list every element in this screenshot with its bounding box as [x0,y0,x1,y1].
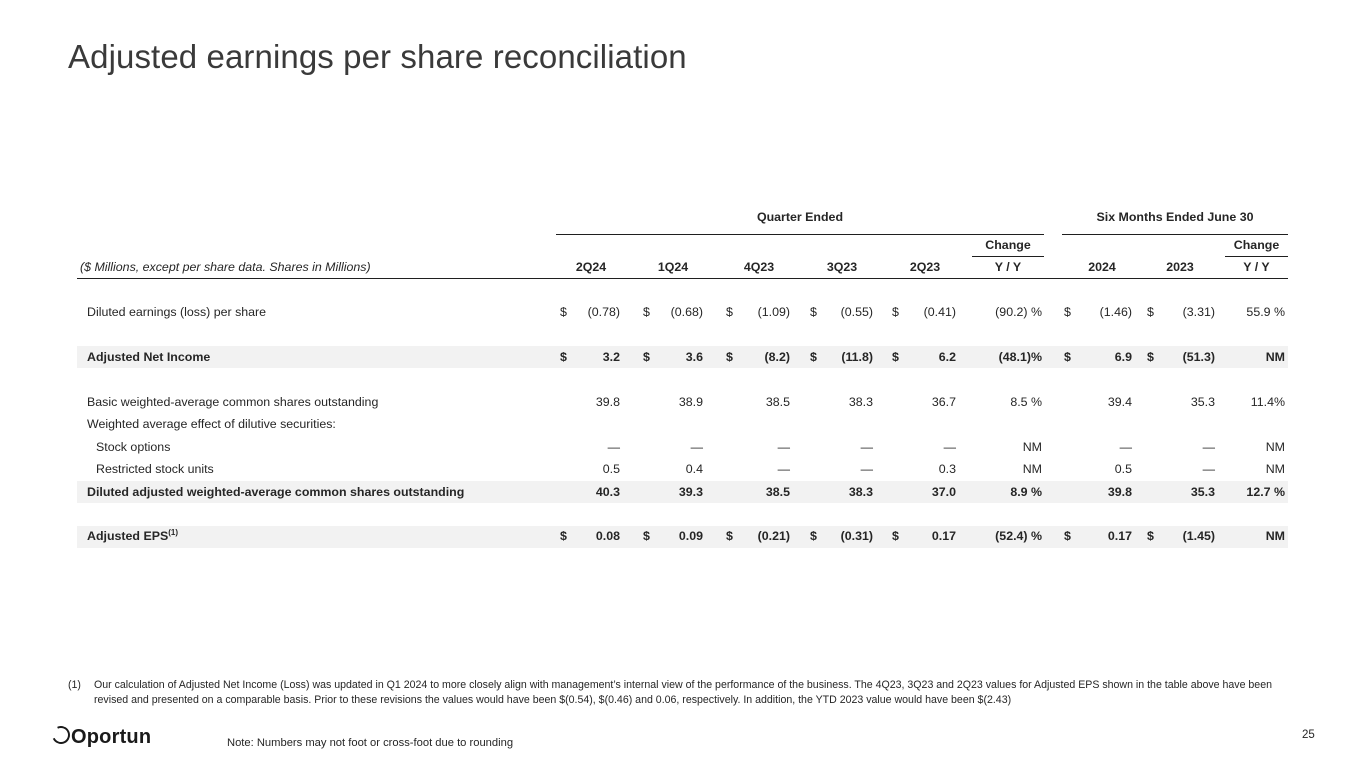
table-cell: (1.45) [1182,529,1215,543]
table-cell: (3.31) [1182,305,1215,319]
units-note: ($ Millions, except per share data. Shares in Millions) [80,260,371,274]
table-cell: 8.9 % [1010,485,1042,499]
row-label [87,416,336,432]
column-header: Y / Y [994,260,1022,274]
table-cell: 38.9 [678,395,703,409]
table-cell: NM [1265,529,1285,543]
currency-symbol: $ [560,350,567,364]
table-cell: 0.3 [938,462,956,476]
table-cell: 6.9 [1114,350,1132,364]
table-cell: (0.21) [757,529,790,543]
row-label-text: Weighted average effect of dilutive securities: [87,417,336,431]
currency-symbol: $ [560,529,567,543]
table-cell: 38.5 [765,395,790,409]
reconciliation-table [77,0,1288,768]
table-cell: 12.7 % [1246,485,1285,499]
table-cell: — [1202,462,1215,476]
table-cell: NM [1265,440,1285,454]
row-label [87,528,178,544]
column-header: 4Q23 [743,260,775,274]
currency-symbol: $ [892,305,899,319]
table-cell: 3.2 [602,350,620,364]
row-label-text: Diluted adjusted weighted-average common shares outstanding [87,485,465,499]
currency-symbol: $ [643,350,650,364]
table-cell: 39.4 [1107,395,1132,409]
group-header-six-months: Six Months Ended June 30 [1096,210,1254,224]
table-cell: 0.09 [678,529,703,543]
table-cell: (0.68) [670,305,703,319]
row-label [87,484,464,500]
header-rule-quarter [556,234,1044,235]
table-cell: (51.3) [1182,350,1215,364]
table-cell: NM [1022,462,1042,476]
table-cell: (48.1)% [998,350,1042,364]
currency-symbol: $ [726,529,733,543]
table-cell: — [777,440,790,454]
row-label [87,304,266,320]
change-label-six-months: Change [1233,238,1280,252]
currency-symbol: $ [1147,529,1154,543]
table-cell: 35.3 [1190,395,1215,409]
page-number: 25 [1302,729,1315,741]
table-cell: (90.2) % [995,305,1042,319]
logo-text: Oportun [71,726,152,748]
footnote-text: Our calculation of Adjusted Net Income (Loss) was updated in Q1 2024 to more closely align with management’s internal view of the performance of the business. The 4Q23, 3Q23 and 2Q23 values for Adjusted EPS shown in the table above have been revised and presented on a comparable basis. Prior to these revisions the values would have been $(0.54), $(0.46) and 0.06, respectively. In addition, the YTD 2023 value would have been $(2.43) [94,679,1272,706]
row-label-text: Adjusted EPS [87,529,169,543]
row-label [87,394,378,410]
table-cell: 0.08 [595,529,620,543]
page-title: Adjusted earnings per share reconciliation [68,38,687,75]
table-cell: 39.3 [678,485,703,499]
table-cell: 0.5 [1114,462,1132,476]
column-header: Y / Y [1243,260,1270,274]
column-header: 1Q24 [657,260,689,274]
row-label-text: Restricted stock units [96,462,214,476]
table-cell: (1.09) [757,305,790,319]
table-cell: 38.3 [848,485,873,499]
table-cell: — [1202,440,1215,454]
table-cell: (8.2) [764,350,790,364]
currency-symbol: $ [1064,305,1071,319]
table-cell: (0.31) [840,529,873,543]
group-header-quarter-ended: Quarter Ended [756,210,844,224]
footnote-reference: (1) [168,528,179,537]
table-cell: 0.17 [931,529,956,543]
currency-symbol: $ [810,350,817,364]
table-cell: 6.2 [938,350,956,364]
row-label-text: Basic weighted-average common shares outstanding [87,395,379,409]
table-cell: — [690,440,703,454]
footnote-number: (1) [68,679,81,691]
table-cell: 11.4% [1250,395,1285,409]
currency-symbol: $ [726,350,733,364]
row-label [96,461,214,477]
column-header: 2023 [1166,260,1194,274]
column-header: 3Q23 [826,260,858,274]
table-cell: 36.7 [931,395,956,409]
row-label-text: Adjusted Net Income [87,350,211,364]
table-cell: 38.3 [848,395,873,409]
table-cell: — [943,440,956,454]
header-rule-six-months [1062,234,1288,235]
table-cell: 3.6 [685,350,703,364]
column-header: 2024 [1088,260,1116,274]
row-label [87,349,210,365]
table-cell: — [860,440,873,454]
table-cell: NM [1022,440,1042,454]
company-logo [52,726,151,749]
currency-symbol: $ [1064,350,1071,364]
table-cell: NM [1265,350,1285,364]
column-header: 2Q24 [575,260,607,274]
currency-symbol: $ [643,529,650,543]
rounding-note: Note: Numbers may not foot or cross-foot due to rounding [227,737,514,749]
table-cell: (11.8) [841,350,873,364]
currency-symbol: $ [810,529,817,543]
table-cell: 0.5 [602,462,620,476]
table-cell: 0.17 [1107,529,1132,543]
row-label [96,439,170,455]
table-cell: 39.8 [595,395,620,409]
table-cell: (0.78) [587,305,620,319]
table-cell: 39.8 [1107,485,1132,499]
column-header: 2Q23 [909,260,941,274]
table-cell: — [1119,440,1132,454]
change-rule-quarter [972,256,1044,257]
table-cell: 0.4 [685,462,703,476]
currency-symbol: $ [810,305,817,319]
currency-symbol: $ [1147,350,1154,364]
table-cell: 38.5 [765,485,790,499]
table-cell: 55.9 % [1246,305,1285,319]
header-bottom-rule [77,278,1288,279]
logo-mark-icon [49,723,72,746]
table-cell: — [777,462,790,476]
currency-symbol: $ [1147,305,1154,319]
table-cell: (52.4) % [995,529,1042,543]
currency-symbol: $ [726,305,733,319]
table-cell: 37.0 [931,485,956,499]
table-cell: (1.46) [1099,305,1132,319]
table-cell: — [860,462,873,476]
table-cell: 35.3 [1190,485,1215,499]
currency-symbol: $ [892,350,899,364]
row-label-text: Stock options [96,440,171,454]
table-cell: 8.5 % [1010,395,1042,409]
currency-symbol: $ [643,305,650,319]
currency-symbol: $ [1064,529,1071,543]
currency-symbol: $ [560,305,567,319]
change-rule-six-months [1225,256,1288,257]
table-cell: 40.3 [595,485,620,499]
table-cell: NM [1265,462,1285,476]
change-label-quarter: Change [985,238,1031,252]
table-cell: (0.55) [840,305,873,319]
table-cell: (0.41) [923,305,956,319]
currency-symbol: $ [892,529,899,543]
table-cell: — [607,440,620,454]
row-label-text: Diluted earnings (loss) per share [87,305,267,319]
